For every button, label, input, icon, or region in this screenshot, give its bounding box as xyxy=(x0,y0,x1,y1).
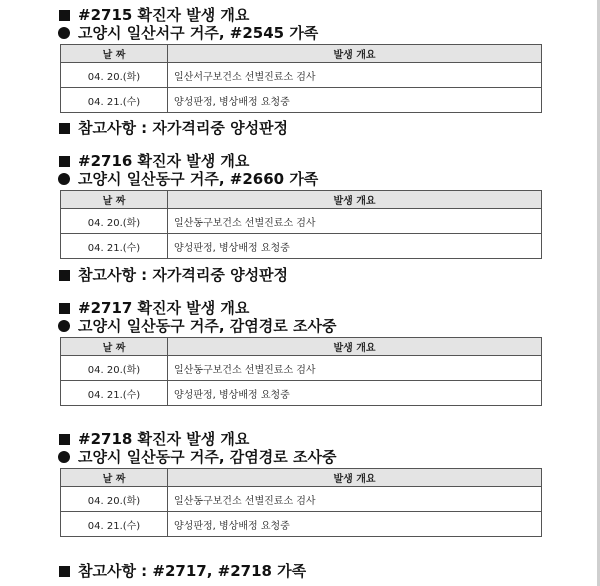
col-date-header: 날 짜 xyxy=(61,45,168,63)
square-bullet-icon xyxy=(59,123,70,134)
table-row xyxy=(61,381,542,406)
table-header-row xyxy=(61,338,542,356)
table-header-row xyxy=(61,45,542,63)
col-desc-header: 발생 개요 xyxy=(168,338,542,356)
square-bullet-icon xyxy=(59,270,70,281)
row-date: 04. 21.(수) xyxy=(61,88,168,113)
case-2718-heading-text: #2718 확진자 발생 개요 xyxy=(78,430,250,448)
case-2715-heading-text: #2715 확진자 발생 개요 xyxy=(78,6,250,24)
case-2716-note-text: 참고사항 : 자가격리중 양성판정 xyxy=(78,266,289,284)
table-header-row xyxy=(61,191,542,209)
row-date: 04. 20.(화) xyxy=(61,209,168,234)
table-row xyxy=(61,88,542,113)
row-date: 04. 20.(화) xyxy=(61,63,168,88)
col-desc-header: 발생 개요 xyxy=(168,191,542,209)
case-2716-detail-text: 고양시 일산동구 거주, #2660 가족 xyxy=(78,170,319,188)
row-desc: 일산동구보건소 선별진료소 검사 xyxy=(168,356,542,381)
case-2715-heading xyxy=(58,6,249,24)
case-2716-detail xyxy=(58,170,318,188)
col-date-header: 날 짜 xyxy=(61,191,168,209)
case-2715-detail-text: 고양시 일산서구 거주, #2545 가족 xyxy=(78,24,319,42)
final-note-text: 참고사항 : #2717, #2718 가족 xyxy=(78,562,307,580)
row-desc: 양성판정, 병상배정 요청중 xyxy=(168,512,542,537)
circle-bullet-icon xyxy=(58,173,70,185)
row-desc: 양성판정, 병상배정 요청중 xyxy=(168,234,542,259)
case-2716-heading xyxy=(58,152,249,170)
table-row xyxy=(61,356,542,381)
case-2715-table xyxy=(60,44,542,113)
case-2717-heading-text: #2717 확진자 발생 개요 xyxy=(78,299,250,317)
case-2716-table xyxy=(60,190,542,259)
circle-bullet-icon xyxy=(58,451,70,463)
row-date: 04. 21.(수) xyxy=(61,381,168,406)
circle-bullet-icon xyxy=(58,320,70,332)
case-2718-heading xyxy=(58,430,249,448)
row-desc: 양성판정, 병상배정 요청중 xyxy=(168,88,542,113)
table-header-row xyxy=(61,469,542,487)
case-2715-note-text: 참고사항 : 자가격리중 양성판정 xyxy=(78,119,289,137)
case-2718-detail-text: 고양시 일산동구 거주, 감염경로 조사중 xyxy=(78,448,337,466)
final-note xyxy=(58,562,306,580)
row-date: 04. 21.(수) xyxy=(61,512,168,537)
case-2716-heading-text: #2716 확진자 발생 개요 xyxy=(78,152,250,170)
square-bullet-icon xyxy=(59,156,70,167)
case-2717-detail xyxy=(58,317,336,335)
case-2718-detail xyxy=(58,448,336,466)
col-desc-header: 발생 개요 xyxy=(168,469,542,487)
row-date: 04. 21.(수) xyxy=(61,234,168,259)
table-row xyxy=(61,209,542,234)
case-2717-table xyxy=(60,337,542,406)
table-row xyxy=(61,63,542,88)
table-row xyxy=(61,234,542,259)
case-2718-table xyxy=(60,468,542,537)
row-desc: 일산동구보건소 선별진료소 검사 xyxy=(168,209,542,234)
square-bullet-icon xyxy=(59,566,70,577)
square-bullet-icon xyxy=(59,303,70,314)
row-date: 04. 20.(화) xyxy=(61,487,168,512)
row-desc: 일산서구보건소 선별진료소 검사 xyxy=(168,63,542,88)
case-2716-note xyxy=(58,266,288,284)
col-date-header: 날 짜 xyxy=(61,469,168,487)
case-2715-detail xyxy=(58,24,318,42)
case-2717-detail-text: 고양시 일산동구 거주, 감염경로 조사중 xyxy=(78,317,337,335)
row-desc: 양성판정, 병상배정 요청중 xyxy=(168,381,542,406)
square-bullet-icon xyxy=(59,10,70,21)
row-desc: 일산동구보건소 선별진료소 검사 xyxy=(168,487,542,512)
table-row xyxy=(61,487,542,512)
case-2715-note xyxy=(58,119,288,137)
col-date-header: 날 짜 xyxy=(61,338,168,356)
row-date: 04. 20.(화) xyxy=(61,356,168,381)
circle-bullet-icon xyxy=(58,27,70,39)
col-desc-header: 발생 개요 xyxy=(168,45,542,63)
square-bullet-icon xyxy=(59,434,70,445)
case-2717-heading xyxy=(58,299,249,317)
table-row xyxy=(61,512,542,537)
